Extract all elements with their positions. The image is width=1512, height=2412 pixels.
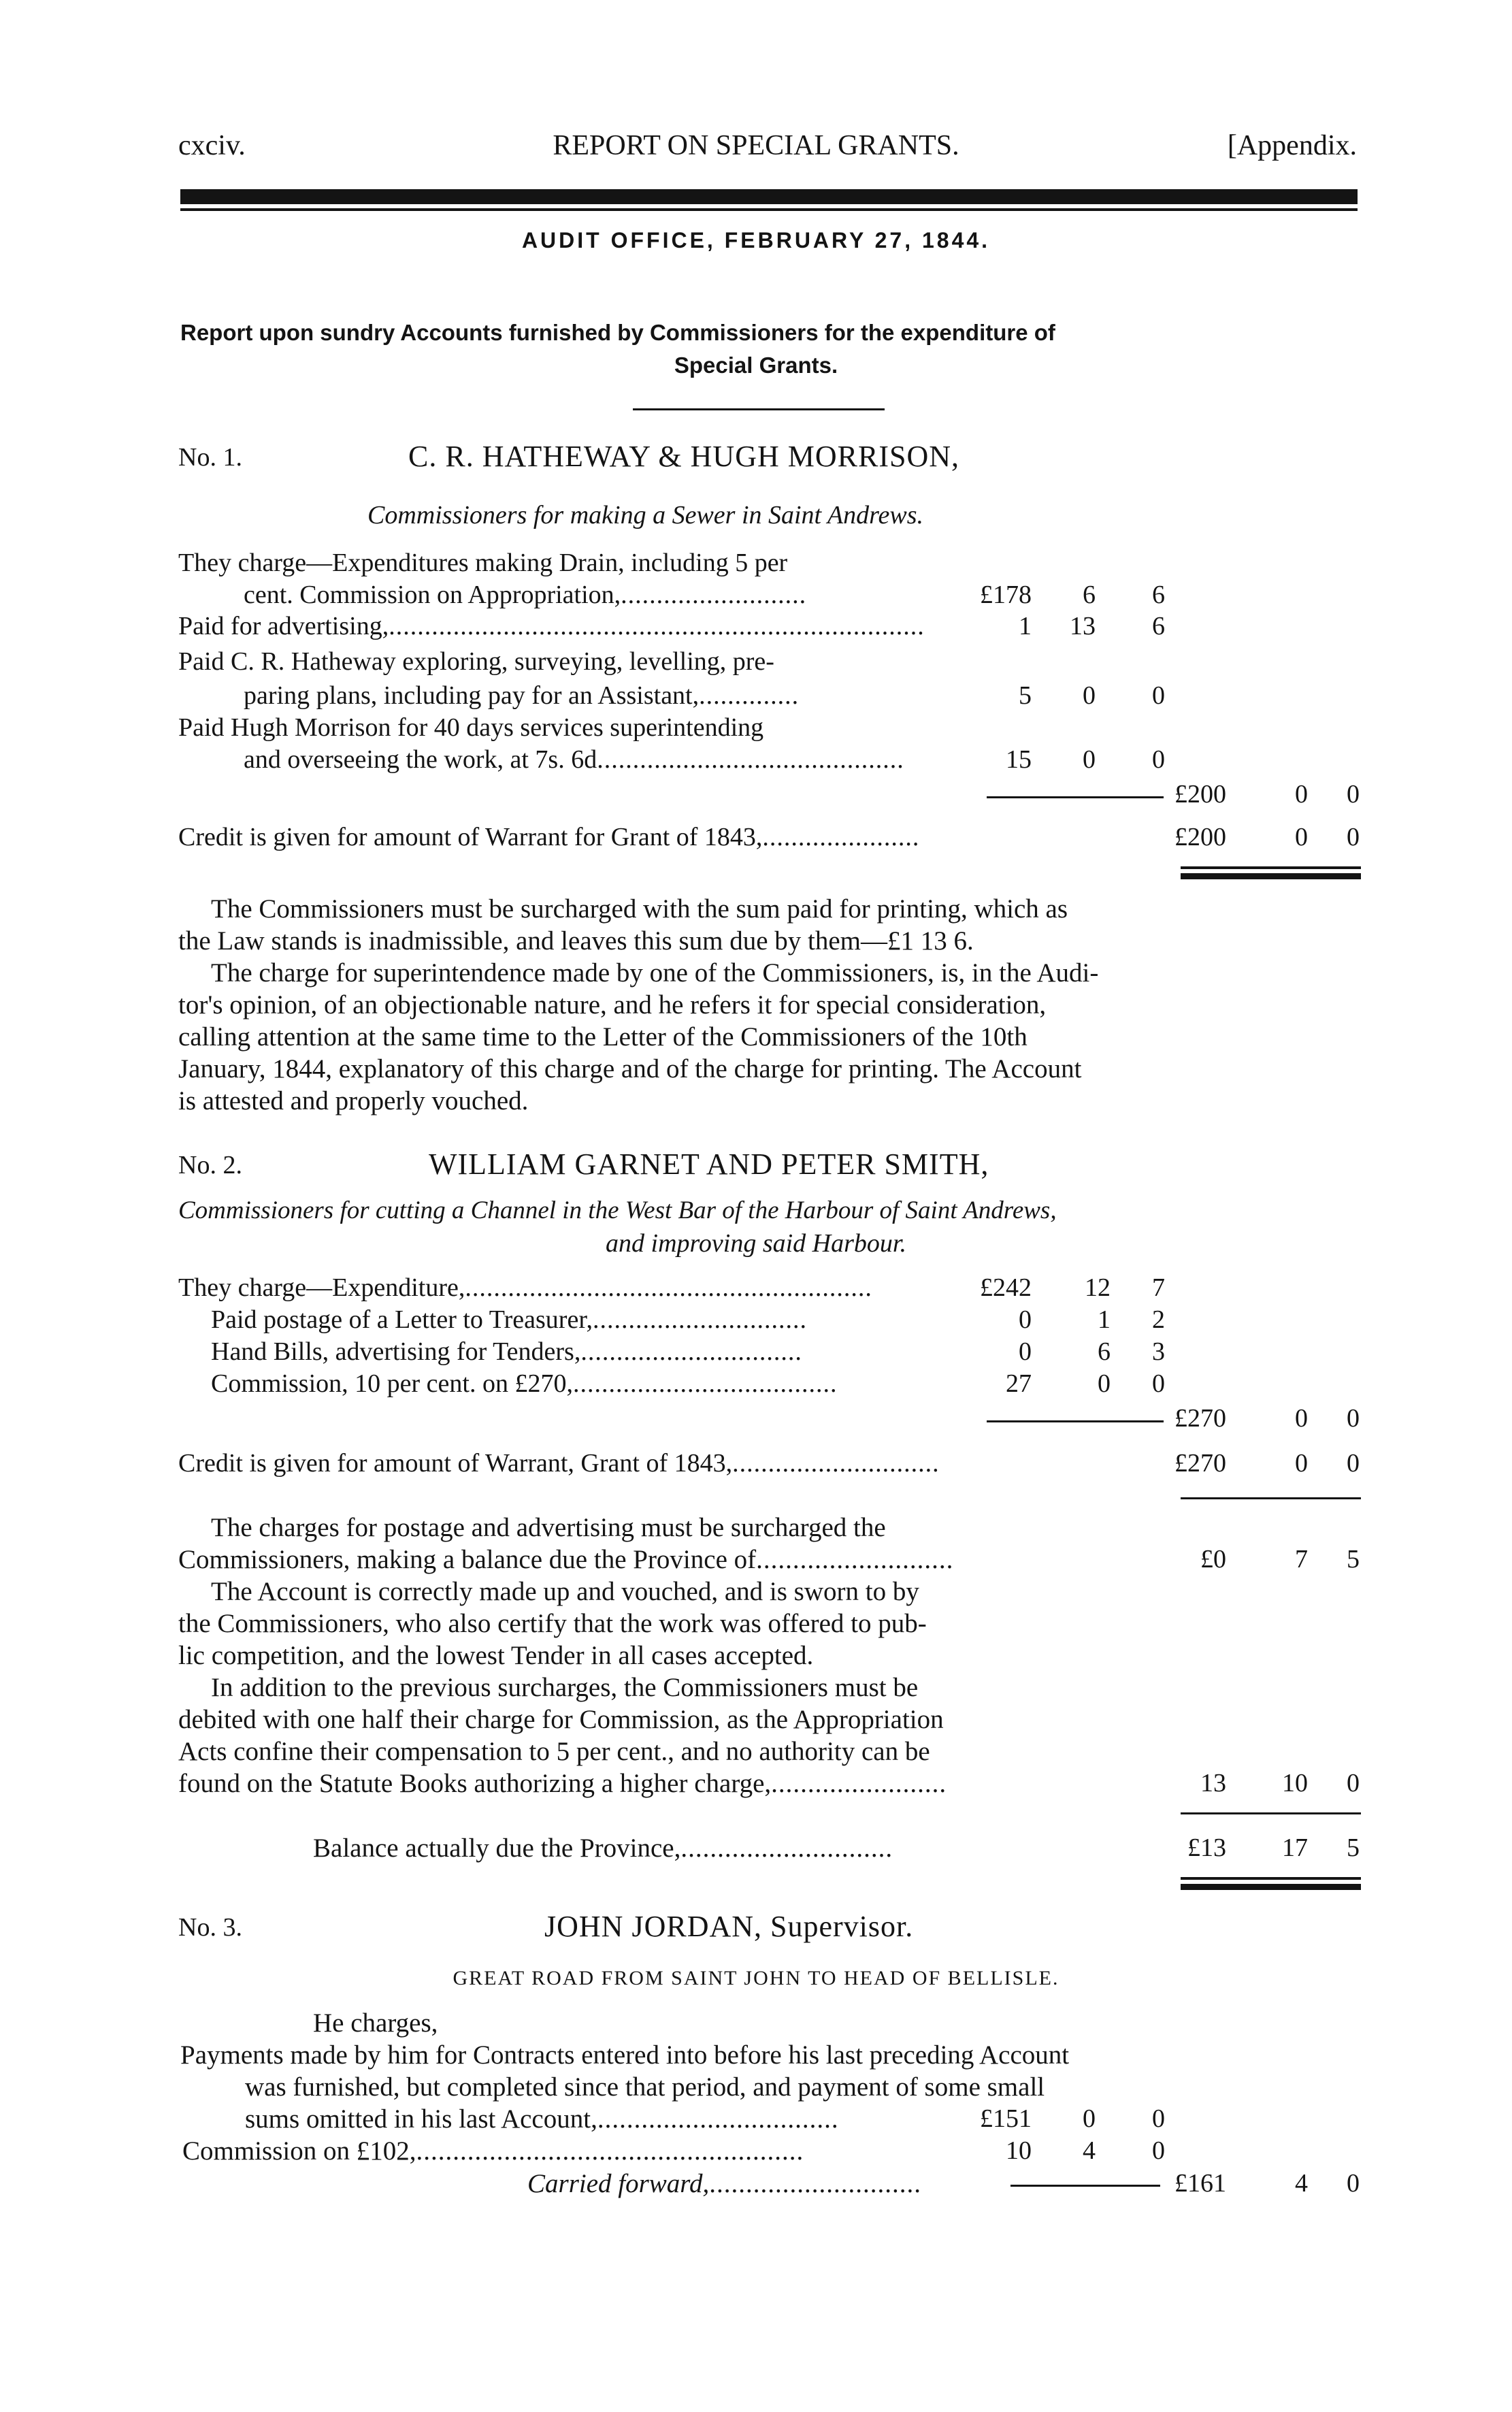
carried-shillings: 4 — [1295, 2169, 1308, 2198]
charges-label: He charges, — [313, 2008, 438, 2038]
amount-shillings: 13 — [1070, 612, 1096, 640]
amount-pence: 7 — [1152, 1273, 1165, 1302]
amount-pence: 6 — [1152, 581, 1165, 609]
credit-pence: 0 — [1347, 1449, 1360, 1478]
amount-pence: 2 — [1152, 1305, 1165, 1334]
paragraph-line: found on the Statute Books authorizing a higher charge,........................ — [178, 1769, 947, 1798]
balance-rule — [1181, 1497, 1361, 1499]
appendix-label: [Appendix. — [1227, 130, 1357, 161]
section-names: JOHN JORDAN, Supervisor. — [544, 1910, 914, 1943]
item-line: Commission on £102,..................................................... — [182, 2136, 804, 2166]
paragraph-line: January, 1844, explanatory of this charge and of the charge for printing. The Account — [178, 1054, 1082, 1083]
amount-pence: 3 — [1152, 1337, 1165, 1366]
amount-pounds: 1 — [1019, 612, 1032, 640]
amount-pounds: 0 — [1019, 1305, 1032, 1334]
balance-line: Balance actually due the Province,............................. — [313, 1834, 893, 1863]
paragraph-line: Acts confine their compensation to 5 per cent., and no authority can be — [178, 1737, 930, 1766]
amount-pounds: £0 — [1200, 1545, 1226, 1574]
amount-shillings: 0 — [1098, 1369, 1111, 1398]
credit-pounds: £200 — [1174, 823, 1226, 851]
balance-pence: 5 — [1347, 1834, 1360, 1862]
total-pounds: £270 — [1174, 1404, 1226, 1433]
amount-shillings: 7 — [1295, 1545, 1308, 1574]
item-line: was furnished, but completed since that period, and payment of some small — [245, 2072, 1045, 2102]
section-number: No. 2. — [178, 1151, 242, 1179]
amount-shillings: 0 — [1083, 681, 1096, 710]
subtotal-rule — [987, 1420, 1164, 1422]
amount-pence: 0 — [1152, 681, 1165, 710]
item-line: Paid C. R. Hatheway exploring, surveying, levelling, pre- — [178, 647, 774, 676]
amount-pence: 0 — [1152, 1369, 1165, 1398]
intro-line-1: Report upon sundry Accounts furnished by Commissioners for the expenditure of — [180, 320, 1055, 345]
amount-shillings: 0 — [1083, 745, 1096, 774]
amount-pounds: 13 — [1200, 1769, 1226, 1797]
amount-pence: 0 — [1152, 745, 1165, 774]
item-line: Paid Hugh Morrison for 40 days services superintending — [178, 713, 764, 742]
total-pence: 0 — [1347, 780, 1360, 809]
road-heading: GREAT ROAD FROM SAINT JOHN TO HEAD OF BELLISLE. — [453, 1967, 1059, 1989]
amount-pounds: £178 — [980, 581, 1032, 609]
item-line: Hand Bills, advertising for Tenders,............................... — [211, 1337, 802, 1366]
carried-forward-label: Carried forward,............................. — [527, 2169, 922, 2198]
amount-pence: 0 — [1152, 2136, 1165, 2165]
item-line: They charge—Expenditure,......................................................... — [178, 1273, 872, 1302]
paragraph-line: In addition to the previous surcharges, the Commissioners must be — [211, 1673, 919, 1702]
section-names: WILLIAM GARNET AND PETER SMITH, — [429, 1147, 989, 1181]
page-number: cxciv. — [178, 130, 246, 161]
balance-shillings: 17 — [1282, 1834, 1308, 1862]
amount-pounds: 15 — [1006, 745, 1032, 774]
section-subtitle: Commissioners for cutting a Channel in the West Bar of the Harbour of Saint Andrews, — [178, 1196, 1057, 1224]
subtotal-rule — [987, 796, 1164, 798]
item-line: Payments made by him for Contracts entered into before his last preceding Account — [180, 2040, 1070, 2070]
total-pence: 0 — [1347, 1404, 1360, 1433]
amount-shillings: 4 — [1083, 2136, 1096, 2165]
total-shillings: 0 — [1295, 1404, 1308, 1433]
running-title: REPORT ON SPECIAL GRANTS. — [553, 130, 959, 161]
total-shillings: 0 — [1295, 780, 1308, 809]
paragraph-line: calling attention at the same time to the Letter of the Commissioners of the 10th — [178, 1022, 1028, 1052]
amount-shillings: 0 — [1083, 2104, 1096, 2133]
paragraph-line: The Account is correctly made up and vouched, and is sworn to by — [211, 1577, 919, 1606]
paragraph-line: tor's opinion, of an objectionable nature, and he refers it for special consideration, — [178, 990, 1047, 1020]
amount-shillings: 12 — [1085, 1273, 1111, 1302]
item-line: cent. Commission on Appropriation,.......................... — [244, 581, 807, 609]
amount-pence: 0 — [1347, 1769, 1360, 1797]
paragraph-line: The charge for superintendence made by one of the Commissioners, is, in the Audi- — [211, 958, 1099, 988]
section-names: C. R. HATHEWAY & HUGH MORRISON, — [408, 440, 960, 473]
credit-pence: 0 — [1347, 823, 1360, 851]
paragraph-line: The Commissioners must be surcharged with the sum paid for printing, which as — [211, 894, 1068, 924]
amount-pence: 5 — [1347, 1545, 1360, 1574]
balance-pounds: £13 — [1187, 1834, 1226, 1862]
amount-pounds: 27 — [1006, 1369, 1032, 1398]
intro-line-2: Special Grants. — [674, 353, 838, 378]
balance-rule — [1181, 1877, 1361, 1880]
section-number: No. 3. — [178, 1913, 242, 1942]
item-line: Paid for advertising,........................................................................... — [178, 612, 925, 640]
paragraph-line: debited with one half their charge for Commission, as the Appropriation — [178, 1705, 944, 1734]
paragraph-line: the Commissioners, who also certify that the work was offered to pub- — [178, 1609, 927, 1638]
divider — [633, 408, 885, 410]
total-pounds: £200 — [1174, 780, 1226, 809]
credit-shillings: 0 — [1295, 1449, 1308, 1478]
credit-line: Credit is given for amount of Warrant for Grant of 1843,...................... — [178, 823, 920, 851]
credit-line: Credit is given for amount of Warrant, Grant of 1843,............................. — [178, 1449, 940, 1478]
amount-shillings: 1 — [1098, 1305, 1111, 1334]
item-line: paring plans, including pay for an Assistant,.............. — [244, 681, 800, 710]
item-line: sums omitted in his last Account,................................. — [245, 2104, 839, 2134]
item-line: and overseeing the work, at 7s. 6d........................................... — [244, 745, 904, 774]
section-subtitle: and improving said Harbour. — [606, 1229, 906, 1258]
credit-shillings: 0 — [1295, 823, 1308, 851]
amount-shillings: 6 — [1098, 1337, 1111, 1366]
amount-shillings: 10 — [1282, 1769, 1308, 1797]
credit-pounds: £270 — [1174, 1449, 1226, 1478]
balance-rule — [1181, 1884, 1361, 1890]
balance-rule — [1181, 866, 1361, 869]
paragraph-line: lic competition, and the lowest Tender in all cases accepted. — [178, 1641, 814, 1670]
section-subtitle: Commissioners for making a Sewer in Saint Andrews. — [367, 501, 924, 529]
carried-pence: 0 — [1347, 2169, 1360, 2198]
amount-pence: 6 — [1152, 612, 1165, 640]
amount-shillings: 6 — [1083, 581, 1096, 609]
item-line: Paid postage of a Letter to Treasurer,.............................. — [211, 1305, 807, 1334]
amount-pounds: £151 — [980, 2104, 1032, 2133]
paragraph-line: is attested and properly vouched. — [178, 1086, 529, 1115]
amount-pounds: 5 — [1019, 681, 1032, 710]
header-rule-thick — [180, 189, 1358, 204]
balance-rule — [1181, 873, 1361, 879]
item-line: They charge—Expenditures making Drain, including 5 per — [178, 549, 788, 577]
paragraph-line: the Law stands is inadmissible, and leaves this sum due by them—£1 13 6. — [178, 926, 974, 956]
audit-office-line: AUDIT OFFICE, FEBRUARY 27, 1844. — [521, 228, 991, 252]
section-number: No. 1. — [178, 443, 242, 472]
subtotal-rule — [1010, 2185, 1160, 2187]
header-rule-thin — [180, 208, 1358, 211]
amount-pounds: 0 — [1019, 1337, 1032, 1366]
paragraph-line: Commissioners, making a balance due the Province of........................... — [178, 1545, 954, 1574]
amount-pence: 0 — [1152, 2104, 1165, 2133]
subtotal-rule — [1181, 1812, 1361, 1814]
amount-pounds: £242 — [980, 1273, 1032, 1302]
carried-pounds: £161 — [1174, 2169, 1226, 2198]
item-line: Commission, 10 per cent. on £270,..................................... — [211, 1369, 838, 1398]
paragraph-line: The charges for postage and advertising must be surcharged the — [211, 1513, 886, 1542]
amount-pounds: 10 — [1006, 2136, 1032, 2165]
